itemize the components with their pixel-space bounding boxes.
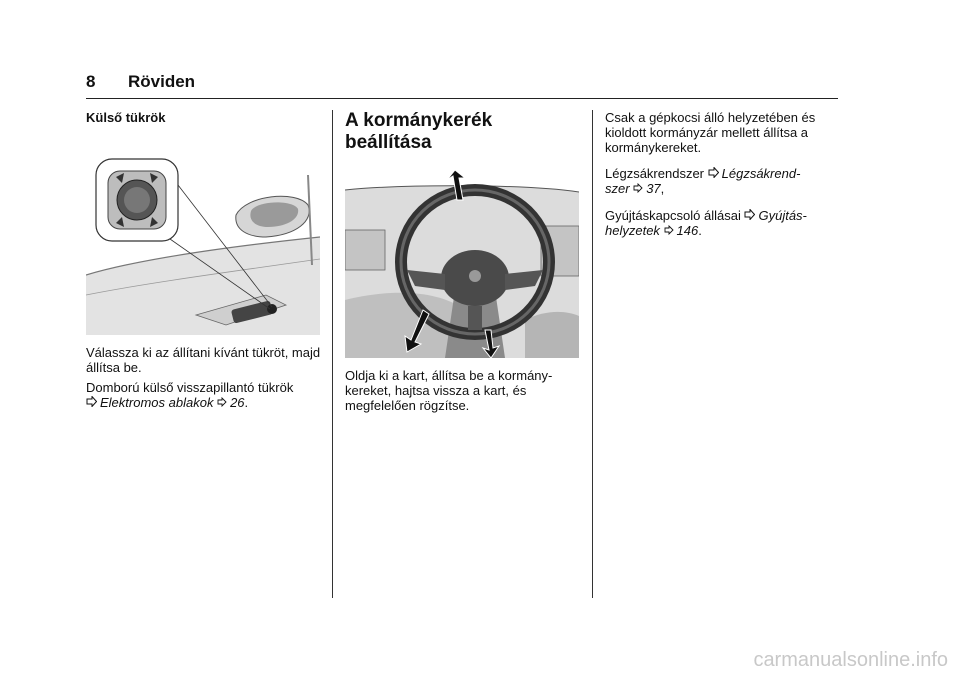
mirrors-ref-title[interactable]: Elektromos ablakok <box>100 395 214 410</box>
ignition-ref-title-b[interactable]: helyzetek <box>605 223 660 238</box>
steering-paragraph: Oldja ki a kart, állítsa be a kormány-kereket, hajtsa vissza a kart, és megfelelően rögzítse. <box>345 368 553 413</box>
ignition-ref-end: . <box>698 223 702 238</box>
mirrors-paragraph-1: Válassza ki az állítani kívánt tükröt, majd állítsa be. <box>86 345 321 375</box>
ignition-ref-title-a[interactable]: Gyújtás- <box>758 208 807 223</box>
header-rule <box>86 98 838 99</box>
mirror-control-illustration <box>86 155 320 335</box>
ignition-reference <box>605 208 845 238</box>
mirrors-ref-end: . <box>244 395 249 410</box>
page-pointer-icon <box>664 223 674 238</box>
airbag-ref-end: , <box>660 181 665 196</box>
reference-arrow-icon <box>86 395 97 410</box>
mirrors-heading: Külső tükrök <box>86 110 166 125</box>
airbag-ref-title-b[interactable]: szer <box>605 181 630 196</box>
steering-heading-line1: A kormánykerék <box>345 110 493 131</box>
steering-note-paragraph: Csak a gépkocsi álló helyzetében és kioldott kormányzár mellett állítsa a kormánykereket. <box>605 110 816 155</box>
steering-heading-line2: beállítása <box>345 132 432 153</box>
mirrors-ref-page[interactable]: 26 <box>230 395 245 410</box>
column-divider-1 <box>332 110 333 598</box>
reference-arrow-icon <box>708 166 719 181</box>
airbag-ref-title-a[interactable]: Légzsákrend- <box>721 166 801 181</box>
page-pointer-icon <box>217 395 227 410</box>
airbag-reference <box>605 166 845 196</box>
airbag-ref-page[interactable]: 37 <box>646 181 661 196</box>
steering-wheel-illustration <box>345 170 579 358</box>
page-number: 8 <box>86 72 96 91</box>
page-pointer-icon <box>633 181 643 196</box>
mirrors-p2-text: Domború külső visszapillantó tükrök <box>86 380 294 395</box>
airbag-ref-text: Légzsákrendszer <box>605 166 704 181</box>
mirrors-paragraph-2 <box>86 380 326 410</box>
steering-heading <box>345 110 492 154</box>
ignition-ref-page[interactable]: 146 <box>676 223 699 238</box>
reference-arrow-icon <box>744 208 755 223</box>
ignition-ref-text: Gyújtáskapcsoló állásai <box>605 208 741 223</box>
column-divider-2 <box>592 110 593 598</box>
watermark: carmanualsonline.info <box>753 649 948 671</box>
section-title: Röviden <box>128 72 196 91</box>
